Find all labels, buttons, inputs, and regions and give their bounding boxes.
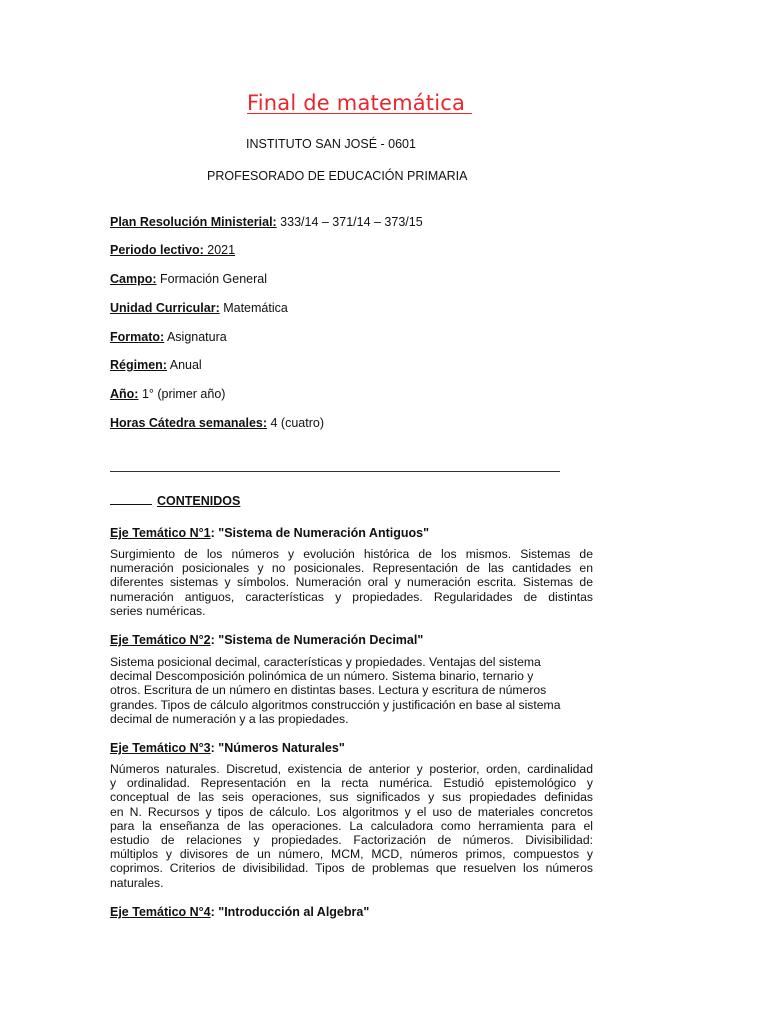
axis-title-1 xyxy=(110,526,429,540)
axis-label: Eje Temático N°4 xyxy=(110,905,211,919)
blank-line xyxy=(110,493,152,505)
axis-name: : "Sistema de Numeración Antiguos" xyxy=(210,526,430,540)
text-line: grandes. Tipos de cálculo algoritmos construcción y justificación en base al sistema xyxy=(110,697,561,712)
text-line: decimal de numeración y a las propiedades. xyxy=(110,711,349,726)
field-label: Plan Resolución Ministerial: xyxy=(110,215,277,229)
axis-1-description xyxy=(110,547,593,618)
field-value: Asignatura xyxy=(164,330,227,344)
horizontal-rule xyxy=(110,471,560,472)
text-line: numeración posicionales y no posicionales. Representación de las cantidades en xyxy=(110,561,593,576)
field-value: 4 (cuatro) xyxy=(267,416,324,430)
text-line: para la enseñanza de las operaciones. La calculadora como herramienta para el xyxy=(110,818,593,833)
contents-heading-text: CONTENIDOS xyxy=(157,494,241,508)
field-value: 2021 xyxy=(203,243,236,257)
text-line: múltiplos y divisores de un número, MCM, MCD, números primos, compuestos y xyxy=(110,847,593,862)
field-campo xyxy=(110,272,267,286)
field-label: Régimen: xyxy=(110,358,167,372)
field-regimen xyxy=(110,358,202,372)
axis-label: Eje Temático N°3 xyxy=(110,741,211,755)
field-label: Formato: xyxy=(110,330,165,344)
text-line: coprimos. Criterios de divisibilidad. Tipos de problemas que resuelven los números xyxy=(110,861,593,876)
text-line: Números naturales. Discretud, existencia de anterior y posterior, orden, cardinalidad xyxy=(110,762,593,776)
document-title: Final de matemática xyxy=(247,91,472,115)
text-line: series numéricas. xyxy=(110,603,206,618)
axis-name: : "Sistema de Numeración Decimal" xyxy=(210,633,424,647)
axis-title-2 xyxy=(110,633,423,647)
axis-label: Eje Temático N°1 xyxy=(110,526,211,540)
field-value: 333/14 – 371/14 – 373/15 xyxy=(276,215,423,229)
field-label: Año: xyxy=(110,387,139,401)
field-periodo xyxy=(110,243,235,257)
axis-2-description xyxy=(110,655,593,726)
text-line: otros. Escritura de un número en distintas bases. Lectura y escritura de números xyxy=(110,683,547,698)
text-line: naturales. xyxy=(110,875,164,890)
text-line: conceptual de las seis operaciones, sus significados y sus propiedades definidas xyxy=(110,790,593,805)
field-label: Horas Cátedra semanales: xyxy=(110,416,268,430)
field-plan xyxy=(110,215,423,229)
axis-title-3 xyxy=(110,741,345,755)
text-line: estudio de relaciones y propiedades. Factorización de números. Divisibilidad: xyxy=(110,833,593,848)
text-line: decimal Descomposición polinómica de un número. Sistema binario, ternario y xyxy=(110,669,534,684)
text-line: y ordinalidad. Representación en la recta numérica. Estudió epistemológico y xyxy=(110,776,593,791)
text-line: Sistema posicional decimal, características y propiedades. Ventajas del sistema xyxy=(110,655,541,669)
text-line: Surgimiento de los números y evolución histórica de los mismos. Sistemas de xyxy=(110,547,593,561)
axis-label: Eje Temático N°2 xyxy=(110,633,211,647)
field-value: Anual xyxy=(166,358,202,372)
text-line: en N. Recursos y tipos de cálculo. Los algoritmos y el uso de materiales concretos xyxy=(110,804,593,819)
contents-heading xyxy=(110,493,240,508)
text-line: diferentes sistemas y símbolos. Numeración oral y numeración escrita. Sistemas de xyxy=(110,575,593,590)
field-horas xyxy=(110,416,324,430)
text-line: numeración antiguos, características y propiedades. Regularidades de distintas xyxy=(110,589,593,604)
field-unidad xyxy=(110,301,288,315)
axis-3-description xyxy=(110,762,593,890)
axis-name: : "Números Naturales" xyxy=(210,741,345,755)
field-label: Campo: xyxy=(110,272,157,286)
field-value: Matemática xyxy=(219,301,288,315)
axis-title-4 xyxy=(110,905,369,919)
field-anio xyxy=(110,387,225,401)
field-value: 1° (primer año) xyxy=(138,387,226,401)
field-formato xyxy=(110,330,227,344)
institute-name: INSTITUTO SAN JOSÉ - 0601 xyxy=(246,137,416,151)
program-name: PROFESORADO DE EDUCACIÓN PRIMARIA xyxy=(207,169,468,183)
field-label: Periodo lectivo: xyxy=(110,243,204,257)
field-value: Formación General xyxy=(156,272,267,286)
field-label: Unidad Curricular: xyxy=(110,301,220,315)
axis-name: : "Introducción al Algebra" xyxy=(210,905,370,919)
